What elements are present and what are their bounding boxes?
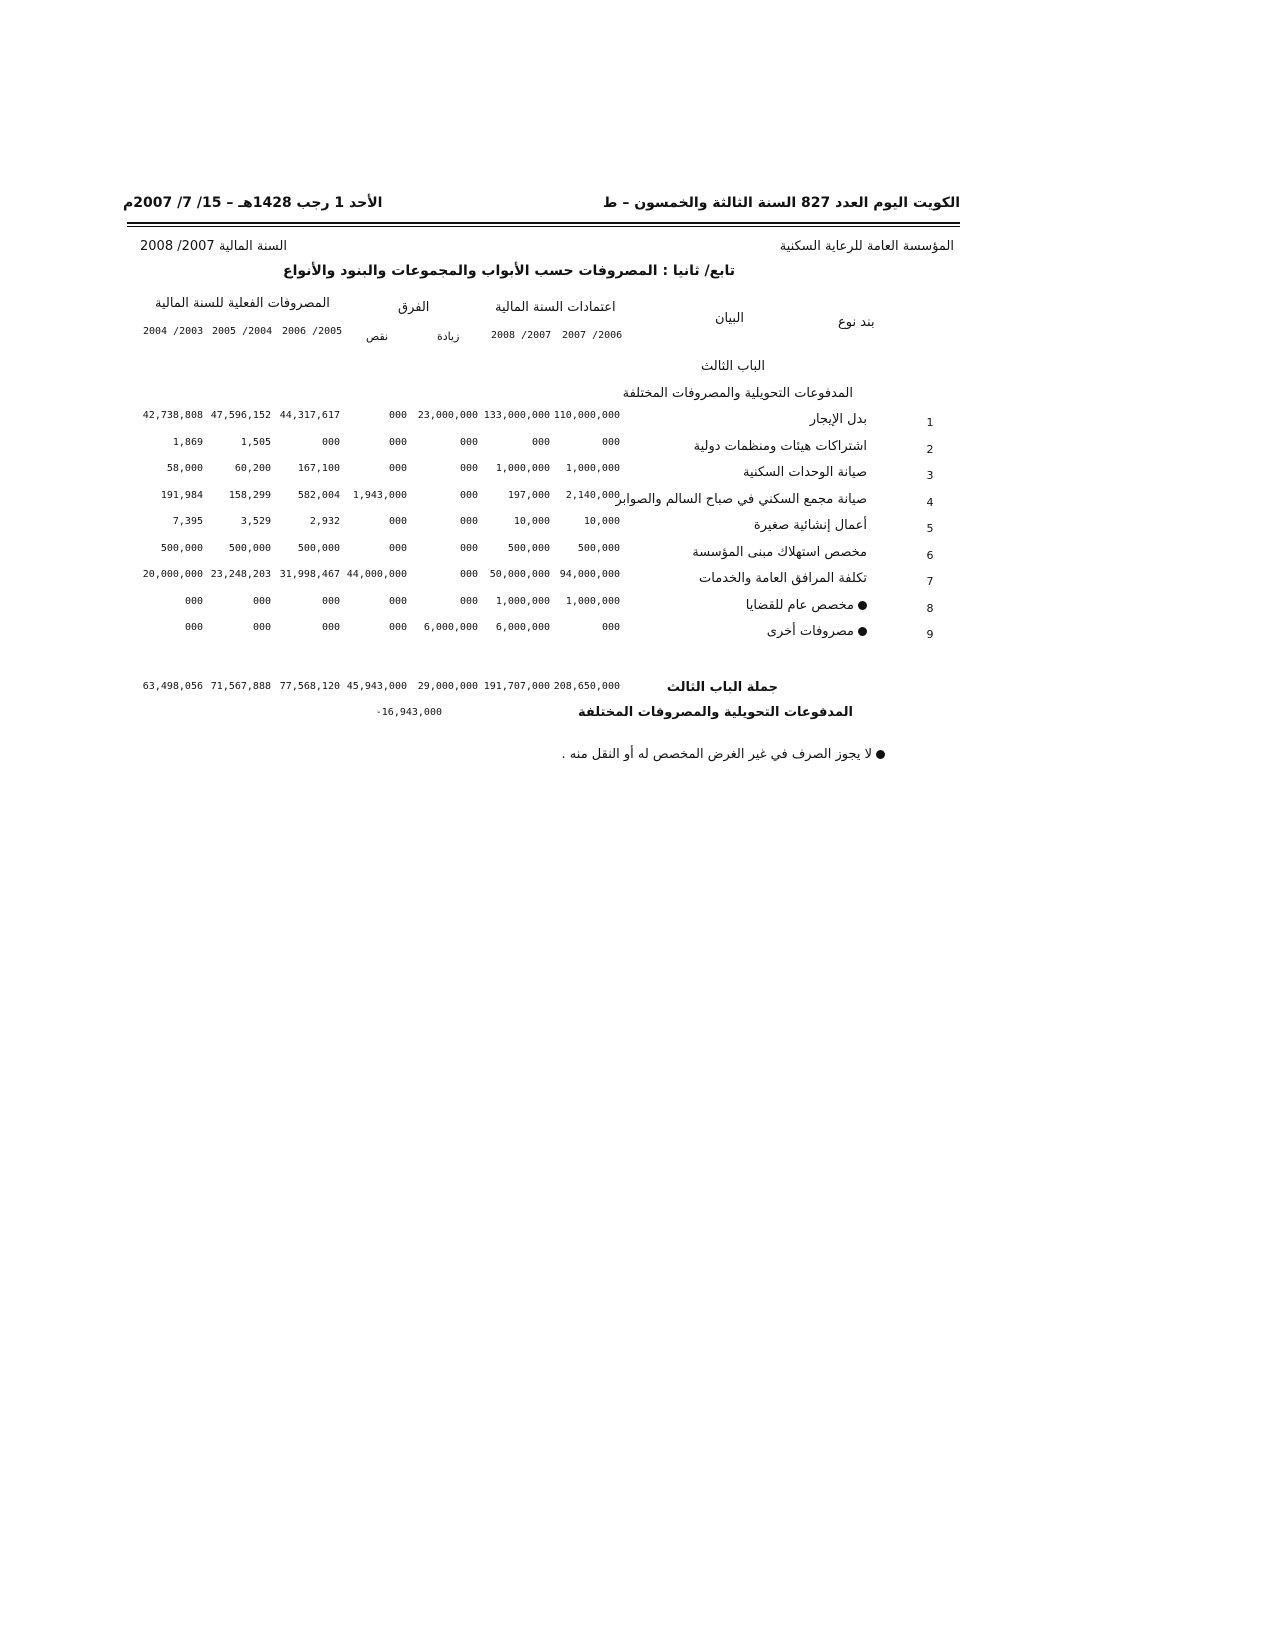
row-label-text: صيانة مجمع السكني في صباح السالم والصوابر	[615, 492, 867, 507]
cell-act-2005: 500,000	[228, 543, 271, 554]
cell-decrease: 44,000,000	[346, 569, 407, 580]
col-description: البيان	[715, 311, 744, 326]
cell-decrease: 000	[388, 437, 407, 448]
total-appr-2008: 191,707,000	[483, 681, 550, 692]
row-label	[754, 518, 867, 533]
total-act-2004: 63,498,056	[142, 681, 203, 692]
cell-act-2005: 158,299	[228, 490, 271, 501]
cell-act-2005: 47,596,152	[210, 410, 271, 421]
row-index: 2	[926, 443, 934, 456]
cell-increase: 000	[459, 569, 478, 580]
cell-act-2006: 000	[321, 596, 340, 607]
cell-decrease: 000	[388, 622, 407, 633]
col-group-actual: المصروفات الفعلية للسنة المالية	[155, 296, 330, 311]
row-label	[699, 571, 867, 586]
row-label	[746, 598, 867, 613]
cell-appr-2007: 94,000,000	[559, 569, 620, 580]
row-label	[810, 412, 867, 427]
cell-act-2006: 582,004	[297, 490, 340, 501]
header-rule-thin	[127, 226, 960, 227]
cell-act-2006: 2,932	[309, 516, 340, 527]
total-label: جملة الباب الثالث	[666, 680, 778, 695]
cell-act-2006: 500,000	[297, 543, 340, 554]
row-label	[743, 465, 867, 480]
row-index: 8	[926, 602, 934, 615]
row-label-text: مخصص عام للقضايا	[745, 598, 854, 613]
cell-act-2005: 60,200	[234, 463, 271, 474]
cell-appr-2008: 1,000,000	[495, 463, 550, 474]
cell-act-2004: 7,395	[172, 516, 203, 527]
total-increase: 29,000,000	[417, 681, 478, 692]
gazette-date-header: الأحد 1 رجب 1428هـ – 15/ 7/ 2007م	[123, 195, 383, 211]
cell-act-2005: 23,248,203	[210, 569, 271, 580]
cell-appr-2007: 10,000	[583, 516, 620, 527]
row-label-text: تكلفة المرافق العامة والخدمات	[699, 571, 867, 586]
bullet-icon	[858, 601, 867, 610]
row-label-text: صيانة الوحدات السكنية	[743, 465, 867, 480]
cell-act-2004: 42,738,808	[142, 410, 203, 421]
gazette-issue-header: الكويت اليوم العدد 827 السنة الثالثة والخمسون – ط	[602, 195, 960, 211]
cell-act-2005: 000	[252, 596, 271, 607]
cell-appr-2007: 1,000,000	[565, 463, 620, 474]
fiscal-year-label: السنة المالية 2007/ 2008	[140, 239, 287, 254]
row-label	[692, 545, 867, 560]
cell-increase: 6,000,000	[423, 622, 478, 633]
cell-act-2005: 000	[252, 622, 271, 633]
cell-act-2004: 191,984	[160, 490, 203, 501]
cell-act-2006: 000	[321, 437, 340, 448]
col-act-2005: 2005 /2004	[212, 326, 273, 337]
header-rule-thick	[127, 222, 960, 224]
col-group-difference: الفرق	[398, 300, 430, 315]
row-index: 7	[926, 575, 934, 588]
cell-increase: 000	[459, 490, 478, 501]
cell-increase: 000	[459, 596, 478, 607]
total-net-difference: -16,943,000	[375, 707, 442, 718]
col-increase: زيادة	[437, 330, 460, 343]
col-group-appropriations: اعتمادات السنة المالية	[495, 300, 616, 315]
col-band-type: بند نوع	[838, 315, 875, 330]
cell-act-2005: 1,505	[240, 437, 271, 448]
row-label	[615, 492, 867, 507]
row-label-text: أعمال إنشائية صغيرة	[753, 518, 867, 533]
cell-appr-2007: 110,000,000	[553, 410, 620, 421]
cell-act-2004: 000	[184, 622, 203, 633]
cell-appr-2008: 50,000,000	[489, 569, 550, 580]
row-label	[694, 439, 867, 454]
row-index: 9	[926, 628, 934, 641]
row-label-text: مصروفات أخرى	[766, 624, 854, 639]
cell-act-2006: 000	[321, 622, 340, 633]
cell-appr-2007: 1,000,000	[565, 596, 620, 607]
cell-increase: 000	[459, 516, 478, 527]
cell-act-2005: 3,529	[240, 516, 271, 527]
cell-act-2006: 44,317,617	[279, 410, 340, 421]
row-label-text: بدل الإيجار	[809, 412, 867, 427]
cell-appr-2008: 500,000	[507, 543, 550, 554]
row-label	[767, 624, 867, 639]
cell-decrease: 000	[388, 463, 407, 474]
cell-increase: 23,000,000	[417, 410, 478, 421]
cell-increase: 000	[459, 543, 478, 554]
cell-decrease: 1,943,000	[352, 490, 407, 501]
footnote-text: لا يجوز الصرف في غير الغرض المخصص له أو النقل منه .	[561, 747, 872, 762]
row-index: 1	[926, 416, 934, 429]
cell-increase: 000	[459, 463, 478, 474]
cell-act-2004: 20,000,000	[142, 569, 203, 580]
cell-act-2004: 58,000	[166, 463, 203, 474]
row-index: 3	[926, 469, 934, 482]
cell-appr-2008: 000	[531, 437, 550, 448]
cell-act-2004: 500,000	[160, 543, 203, 554]
row-label-text: مخصص استهلاك مبنى المؤسسة	[692, 545, 867, 560]
total-sublabel: المدفوعات التحويلية والمصروفات المختلفة	[577, 705, 853, 720]
col-appr-2007: 2007 /2006	[562, 330, 623, 341]
col-act-2004: 2004 /2003	[143, 326, 204, 337]
col-act-2006: 2006 /2005	[282, 326, 343, 337]
section-chapter: الباب الثالث	[700, 359, 765, 374]
row-label-text: اشتراكات هيئات ومنظمات دولية	[693, 439, 867, 454]
cell-appr-2008: 10,000	[513, 516, 550, 527]
organization-name: المؤسسة العامة للرعاية السكنية	[779, 239, 954, 254]
cell-act-2006: 31,998,467	[279, 569, 340, 580]
page-title: تابع/ ثانيا : المصروفات حسب الأبواب والمجموعات والبنود والأنواع	[283, 263, 735, 279]
cell-appr-2007: 000	[601, 622, 620, 633]
row-index: 4	[926, 496, 934, 509]
cell-increase: 000	[459, 437, 478, 448]
cell-act-2006: 167,100	[297, 463, 340, 474]
col-appr-2008: 2008 /2007	[491, 330, 552, 341]
footnote-bullet-icon	[876, 750, 885, 759]
cell-act-2004: 1,869	[172, 437, 203, 448]
cell-decrease: 000	[388, 543, 407, 554]
section-name: المدفوعات التحويلية والمصروفات المختلفة	[622, 386, 853, 401]
cell-appr-2007: 500,000	[577, 543, 620, 554]
cell-appr-2007: 2,140,000	[565, 490, 620, 501]
cell-decrease: 000	[388, 596, 407, 607]
cell-appr-2008: 1,000,000	[495, 596, 550, 607]
cell-appr-2007: 000	[601, 437, 620, 448]
cell-appr-2008: 197,000	[507, 490, 550, 501]
cell-appr-2008: 133,000,000	[483, 410, 550, 421]
total-act-2005: 71,567,888	[210, 681, 271, 692]
footnote	[562, 747, 885, 762]
bullet-icon	[858, 627, 867, 636]
row-index: 5	[926, 522, 934, 535]
row-index: 6	[926, 549, 934, 562]
cell-act-2004: 000	[184, 596, 203, 607]
cell-decrease: 000	[388, 516, 407, 527]
col-decrease: نقص	[366, 330, 389, 343]
cell-decrease: 000	[388, 410, 407, 421]
total-appr-2007: 208,650,000	[553, 681, 620, 692]
total-act-2006: 77,568,120	[279, 681, 340, 692]
total-decrease: 45,943,000	[346, 681, 407, 692]
cell-appr-2008: 6,000,000	[495, 622, 550, 633]
